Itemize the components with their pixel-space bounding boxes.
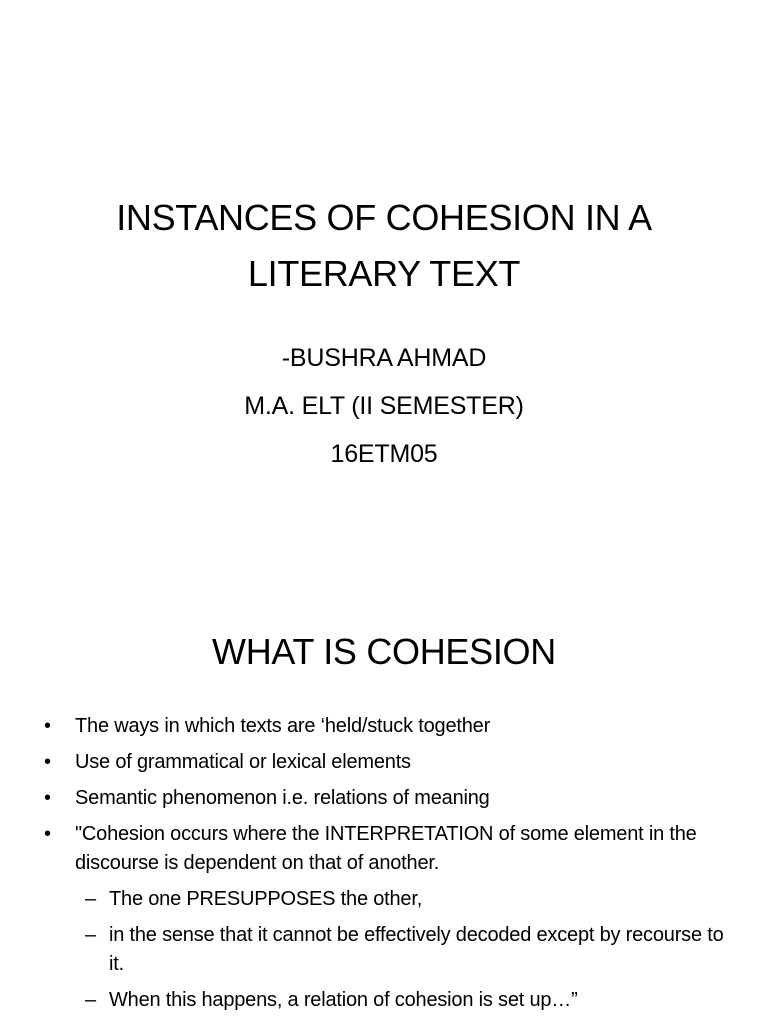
author-name: -BUSHRA AHMAD	[281, 344, 487, 372]
dash-icon: –	[85, 888, 96, 910]
sub-bullet-text: The one PRESUPPOSES the other,	[109, 888, 423, 910]
author-info	[40, 334, 728, 478]
sub-bullet-text: in the sense that it cannot be effectively decoded except by recourse to it.	[109, 924, 724, 975]
slide-title: WHAT IS COHESION	[212, 631, 556, 672]
dash-icon: –	[85, 924, 96, 946]
bullet-item	[44, 748, 734, 777]
bullet-text: Use of grammatical or lexical elements	[75, 751, 411, 773]
bullet-dot-icon: •	[44, 823, 51, 845]
bullet-item	[44, 784, 734, 813]
bullet-dot-icon: •	[44, 787, 51, 809]
author-roll-number: 16ETM05	[330, 440, 438, 468]
sub-bullet-item	[44, 986, 734, 1015]
bullet-item	[44, 820, 734, 878]
bullet-text: Semantic phenomenon i.e. relations of meaning	[75, 787, 490, 809]
author-course: M.A. ELT (II SEMESTER)	[244, 392, 524, 420]
bullet-text: The ways in which texts are ‘held/stuck together	[75, 715, 491, 737]
sub-bullet-text: When this happens, a relation of cohesion is set up…”	[109, 989, 578, 1011]
bullet-dot-icon: •	[44, 715, 51, 737]
content-slide	[0, 580, 768, 1024]
bullet-item	[44, 712, 734, 741]
presentation-title: INSTANCES OF COHESION IN A LITERARY TEXT	[116, 197, 652, 294]
sub-bullet-item	[44, 921, 734, 979]
sub-bullet-item	[44, 885, 734, 914]
dash-icon: –	[85, 989, 96, 1011]
bullet-text: "Cohesion occurs where the INTERPRETATION of some element in the discourse is dependent on that of another.	[75, 823, 697, 874]
bullet-list	[44, 712, 734, 1022]
bullet-dot-icon: •	[44, 751, 51, 773]
